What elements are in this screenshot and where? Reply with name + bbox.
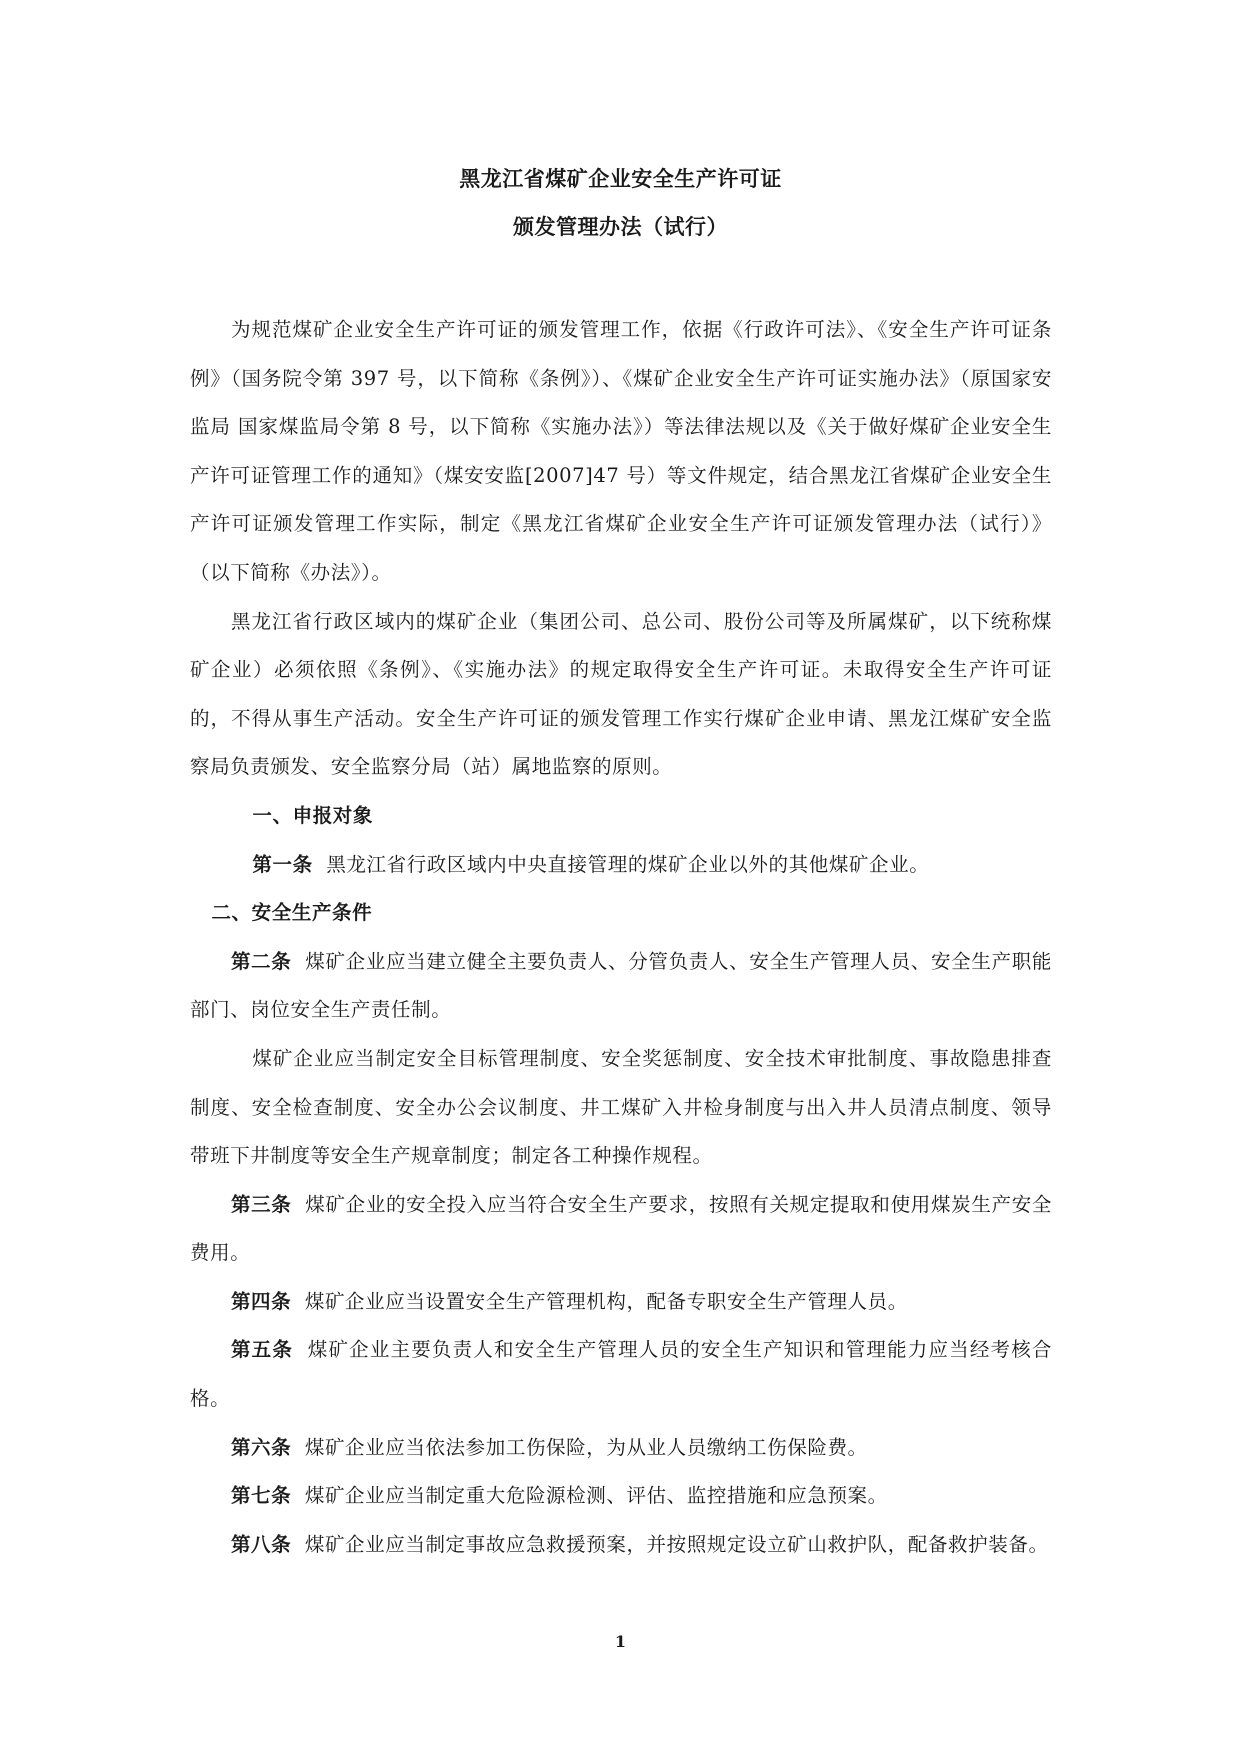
- article-4: [190, 1278, 1052, 1327]
- article-8-text: 煤矿企业应当制定事故应急救援预案，并按照规定设立矿山救护队，配备救护装备。: [304, 1532, 1049, 1556]
- article-3-label: 第三条: [230, 1192, 292, 1216]
- article-5-text: 煤矿企业主要负责人和安全生产管理人员的安全生产知识和管理能力应当经考核合格。: [190, 1338, 1052, 1411]
- page-number: 1: [614, 1632, 627, 1651]
- article-2-text: 煤矿企业应当建立健全主要负责人、分管负责人、安全生产管理人员、安全生产职能部门、岗位安全生产责任制。: [190, 949, 1052, 1022]
- article-7-text: 煤矿企业应当制定重大危险源检测、评估、监控措施和应急预案。: [304, 1484, 888, 1508]
- article-6-label: 第六条: [230, 1435, 292, 1459]
- article-2-label: 第二条: [230, 949, 292, 973]
- article-3: [190, 1181, 1052, 1278]
- article-2: [190, 938, 1052, 1035]
- article-7-label: 第七条: [230, 1484, 292, 1508]
- article-6-text: 煤矿企业应当依法参加工伤保险，为从业人员缴纳工伤保险费。: [304, 1435, 868, 1459]
- article-4-label: 第四条: [230, 1289, 292, 1313]
- section-2-heading: 二、安全生产条件: [211, 901, 373, 925]
- article-8: [190, 1521, 1052, 1570]
- preamble-paragraph-1: 为规范煤矿企业安全生产许可证的颁发管理工作，依据《行政许可法》、《安全生产许可证条例》（国务院令第 397 号，以下简称《条例》）、《煤矿企业安全生产许可证实施办法》（原国家安监局 国家煤监局令第 8 号，以下简称《实施办法》）等法律法规以及《关于做好煤矿企业安全生产许可证管理工作的通知》（煤安安监[2007]47 号）等文件规定，结合黑龙江省煤矿企业安全生产许可证颁发管理工作实际，制定《黑龙江省煤矿企业安全生产许可证颁发管理办法（试行）》（以下简称《办法》）。: [190, 318, 1052, 584]
- article-1: [190, 841, 1052, 890]
- article-4-text: 煤矿企业应当设置安全生产管理机构，配备专职安全生产管理人员。: [304, 1289, 908, 1313]
- article-8-label: 第八条: [230, 1532, 292, 1556]
- article-1-label: 第一条: [252, 852, 313, 876]
- article-3-text: 煤矿企业的安全投入应当符合安全生产要求，按照有关规定提取和使用煤炭生产安全费用。: [190, 1192, 1052, 1265]
- article-5: [190, 1326, 1052, 1423]
- document-title-line-1: 黑龙江省煤矿企业安全生产许可证: [459, 167, 782, 191]
- article-5-label: 第五条: [230, 1338, 294, 1362]
- section-1-heading: 一、申报对象: [252, 803, 373, 827]
- preamble-paragraph-2: 黑龙江省行政区域内的煤矿企业（集团公司、总公司、股份公司等及所属煤矿，以下统称煤矿企业）必须依照《条例》、《实施办法》的规定取得安全生产许可证。未取得安全生产许可证的，不得从事生产活动。安全生产许可证的颁发管理工作实行煤矿企业申请、黑龙江煤矿安全监察局负责颁发、安全监察分局（站）属地监察的原则。: [190, 609, 1052, 779]
- article-6: [190, 1424, 1052, 1473]
- article-1-text: 黑龙江省行政区域内中央直接管理的煤矿企业以外的其他煤矿企业。: [326, 852, 930, 876]
- document-title-line-2: 颁发管理办法（试行）: [513, 215, 728, 239]
- article-2-continuation: 煤矿企业应当制定安全目标管理制度、安全奖惩制度、安全技术审批制度、事故隐患排查制度、安全检查制度、安全办公会议制度、井工煤矿入井检身制度与出入井人员清点制度、领导带班下井制度等安全生产规章制度；制定各工种操作规程。: [190, 1046, 1052, 1168]
- document-body: [190, 306, 1052, 1569]
- article-7: [190, 1472, 1052, 1521]
